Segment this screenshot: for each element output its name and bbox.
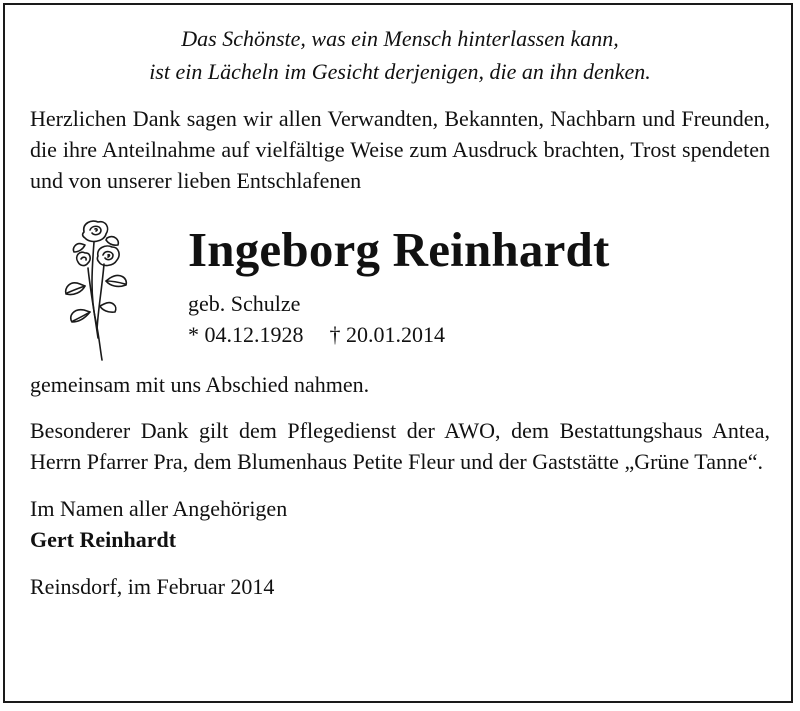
rose-icon (52, 218, 134, 362)
maiden-name: geb. Schulze (188, 291, 301, 316)
motto-line-2: ist ein Lächeln im Gesicht derjenigen, die an ihn denken. (149, 59, 651, 84)
life-dates (188, 320, 445, 350)
on-behalf-text: Im Namen aller Angehörigen (30, 496, 288, 521)
birth-date: * 04.12.1928 (188, 322, 304, 347)
motto-quote (30, 22, 770, 88)
place-date: Reinsdorf, im Februar 2014 (30, 574, 275, 599)
special-thanks-text: Besonderer Dank gilt dem Pflegedienst der AWO, dem Bestattungshaus Antea, Herrn Pfarrer Pra, dem Blumenhaus Petite Fleur und der Gaststätte „Grüne Tanne“. (30, 418, 770, 474)
deceased-name: Ingeborg Reinhardt (188, 222, 610, 277)
motto-line-1: Das Schönste, was ein Mensch hinterlassen kann, (181, 26, 619, 51)
farewell-text: gemeinsam mit uns Abschied nahmen. (30, 372, 370, 397)
obituary-notice (30, 22, 770, 602)
thanks-intro-text: Herzlichen Dank sagen wir allen Verwandten, Bekannten, Nachbarn und Freunden, die ihre Anteilnahme auf vielfältige Weise zum Ausdruck brachten, Trost spendeten und von unserer lieben Entschlafenen (30, 106, 770, 193)
signer-name: Gert Reinhardt (30, 527, 177, 552)
deceased-block (30, 196, 770, 359)
signature-block (30, 493, 770, 555)
death-date: † 20.01.2014 (329, 322, 445, 347)
